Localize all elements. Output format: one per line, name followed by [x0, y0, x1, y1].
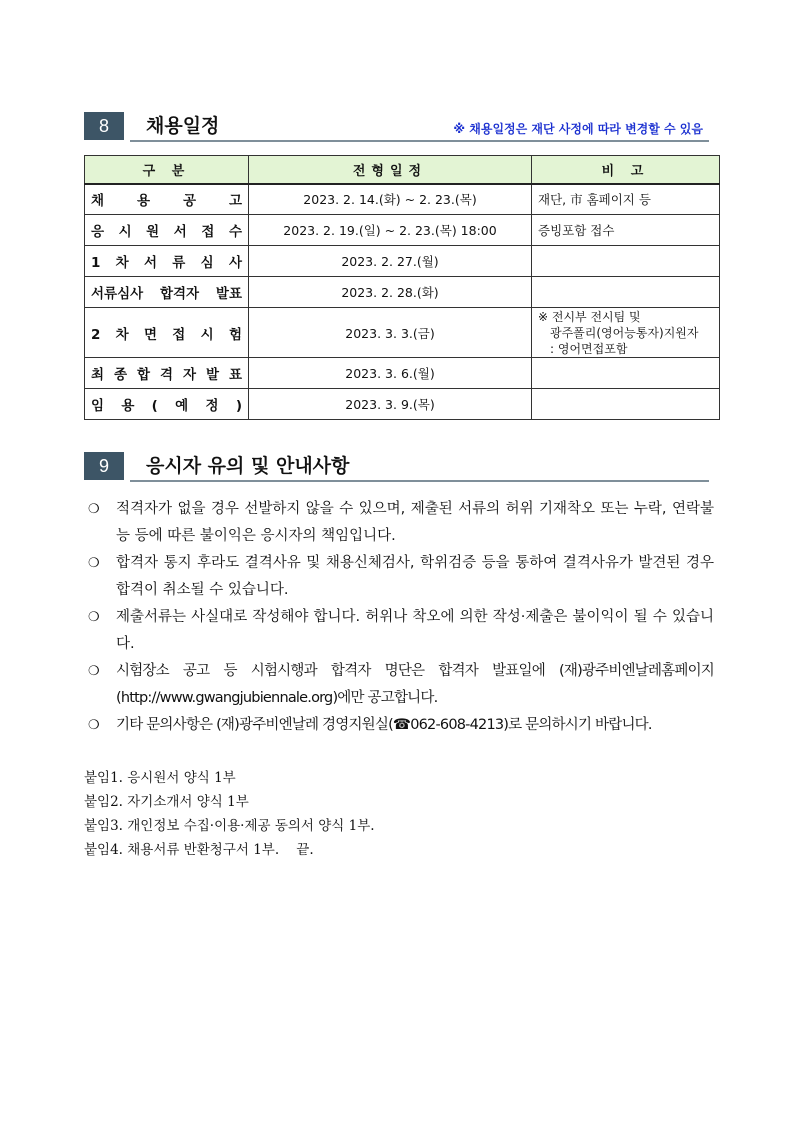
notice-text: 합격자 통지 후라도 결격사유 및 채용신체검사, 학위검증 등을 통하여 결격사유가 발견된 경우 합격이 취소될 수 있습니다. [116, 555, 714, 598]
table-row [85, 389, 720, 420]
section-8-header [84, 112, 709, 142]
notice-item [88, 496, 714, 550]
section-number: 9 [84, 452, 124, 480]
attachments-list [84, 766, 375, 862]
notice-text: 시험장소 공고 등 시험시행과 합격자 명단은 합격자 발표일에 (재)광주비엔날레홈페이지 (http://www.gwangjubiennale.org)에만 공고합니다. [116, 663, 714, 706]
notice-text: 제출서류는 사실대로 작성해야 합니다. 허위나 착오에 의한 작성·제출은 불이익이 될 수 있습니다. [116, 609, 714, 652]
row-date: 2023. 2. 14.(화) ~ 2. 23.(목) [249, 184, 532, 215]
table-row [85, 358, 720, 389]
section-title: 채용일정 [146, 115, 220, 137]
attachment-item: 붙임4. 채용서류 반환청구서 1부. 끝. [84, 842, 314, 858]
interview-note-line: ※ 전시부 전시팀 및 [538, 310, 641, 324]
interview-note-line: : 영어면접포함 [550, 342, 628, 356]
row-date: 2023. 3. 3.(금) [249, 308, 532, 358]
row-date: 2023. 2. 28.(화) [249, 277, 532, 308]
notice-item [88, 604, 714, 658]
interview-note [538, 308, 713, 357]
table-row [85, 277, 720, 308]
row-note [532, 389, 720, 420]
row-category: 최 종 합 격 자 발 표 [85, 358, 249, 389]
row-note [532, 246, 720, 277]
attachment-item: 붙임3. 개인정보 수집·이용·제공 동의서 양식 1부. [84, 818, 375, 834]
table-row [85, 246, 720, 277]
notice-text: 적격자가 없을 경우 선발하지 않을 수 있으며, 제출된 서류의 허위 기재착오 또는 누락, 연락불능 등에 따른 불이익은 응시자의 책임입니다. [116, 501, 714, 544]
row-date: 2023. 3. 9.(목) [249, 389, 532, 420]
row-category: 2 차 면 접 시 험 [85, 308, 249, 358]
interview-note-line: 광주폴리(영어능통자)지원자 [550, 326, 699, 340]
schedule-change-note: ※ 채용일정은 재단 사정에 따라 변경할 수 있음 [453, 122, 703, 136]
row-category: 1 차 서 류 심 사 [85, 246, 249, 277]
row-note: 재단, 市 홈페이지 등 [532, 184, 720, 215]
row-date: 2023. 3. 6.(월) [249, 358, 532, 389]
table-row [85, 308, 720, 358]
section-divider [130, 140, 709, 142]
recruitment-schedule-table [84, 155, 720, 420]
section-number: 8 [84, 112, 124, 140]
row-category: 응 시 원 서 접 수 [85, 215, 249, 246]
row-note [532, 308, 720, 358]
circle-bullet-icon: ❍ [88, 610, 100, 625]
row-note [532, 358, 720, 389]
header-schedule: 전형일정 [249, 156, 532, 184]
notice-text: 기타 문의사항은 (재)광주비엔날레 경영지원실(☎062-608-4213)로 문의하시기 바랍니다. [116, 717, 652, 733]
header-category: 구 분 [85, 156, 249, 184]
section-divider [130, 480, 709, 482]
notice-item [88, 658, 714, 712]
notice-item [88, 550, 714, 604]
circle-bullet-icon: ❍ [88, 556, 100, 571]
table-row [85, 184, 720, 215]
row-category: 서류심사 합격자 발표 [85, 277, 249, 308]
row-date: 2023. 2. 27.(월) [249, 246, 532, 277]
table-header-row [85, 156, 720, 184]
row-date: 2023. 2. 19.(일) ~ 2. 23.(목) 18:00 [249, 215, 532, 246]
section-9-header [84, 452, 709, 482]
attachment-item: 붙임2. 자기소개서 양식 1부 [84, 794, 249, 810]
row-note [532, 277, 720, 308]
attachment-item: 붙임1. 응시원서 양식 1부 [84, 770, 236, 786]
applicant-notices [88, 496, 714, 739]
table-row [85, 215, 720, 246]
row-note: 증빙포함 접수 [532, 215, 720, 246]
notice-item [88, 712, 714, 739]
circle-bullet-icon: ❍ [88, 502, 100, 517]
row-category: 채 용 공 고 [85, 184, 249, 215]
row-category: 임 용 ( 예 정 ) [85, 389, 249, 420]
circle-bullet-icon: ❍ [88, 664, 99, 679]
header-remarks: 비 고 [532, 156, 720, 184]
section-title: 응시자 유의 및 안내사항 [146, 455, 350, 477]
circle-bullet-icon: ❍ [88, 718, 99, 733]
